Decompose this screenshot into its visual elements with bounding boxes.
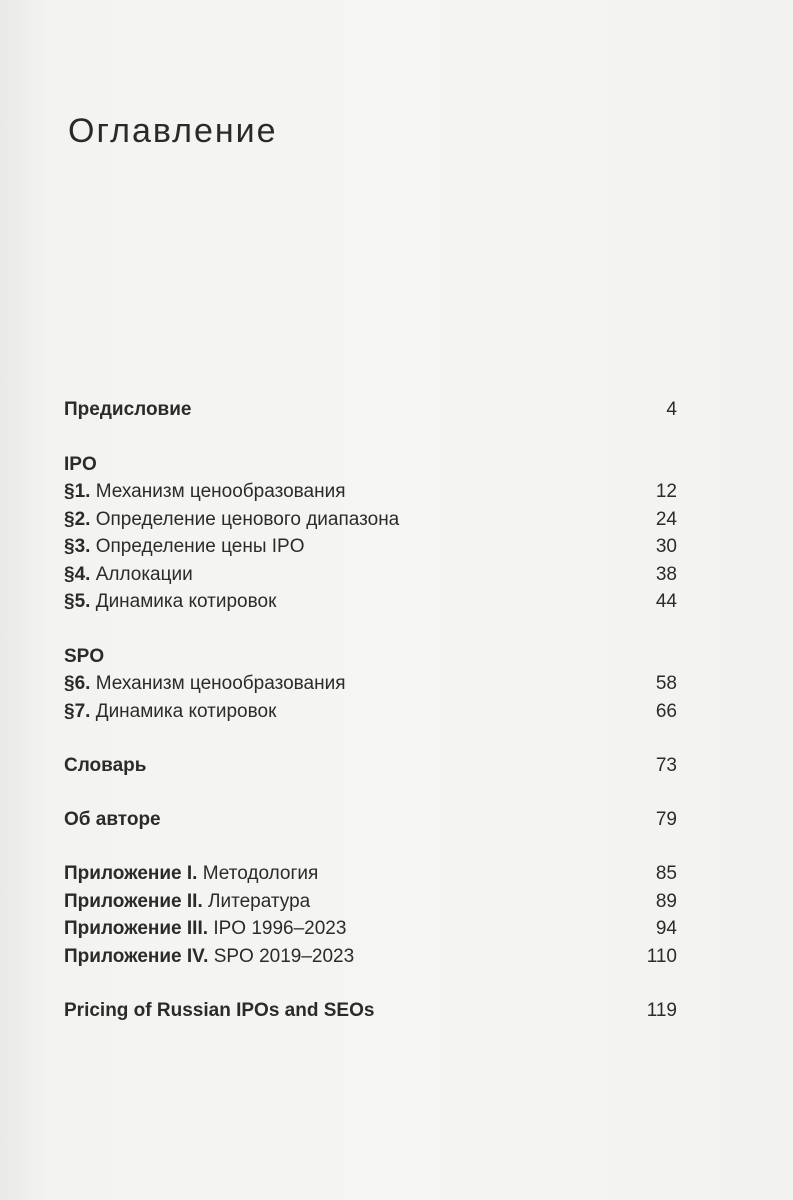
toc-entry-page: 66 <box>655 700 677 722</box>
toc-entry-number: Приложение IV. <box>64 945 209 967</box>
toc-entry <box>64 506 677 534</box>
toc-entry-label: Предисловие <box>64 399 192 420</box>
toc-entry-page: 30 <box>655 536 677 557</box>
toc-entry-number: §4. <box>64 563 91 585</box>
toc-entry-number: Приложение II. <box>64 890 203 912</box>
toc-entry-page: 38 <box>655 563 677 585</box>
toc-entry-label: Динамика котировок <box>95 700 277 722</box>
toc-entry-page: 24 <box>655 508 677 530</box>
toc-entry-label: Pricing of Russian IPOs and SEOs <box>64 1000 375 1021</box>
section-heading-label: SPO <box>64 645 105 667</box>
toc-entry-label: Словарь <box>64 755 147 776</box>
toc-entry-glossary <box>64 752 677 780</box>
section-heading-spo <box>64 643 677 671</box>
toc-entry-label: Динамика котировок <box>95 591 277 612</box>
toc-entry-appendix <box>64 888 677 916</box>
toc-entry-number: §7. <box>64 700 91 722</box>
toc-entry-page: 58 <box>655 673 677 694</box>
toc-entry <box>64 670 677 698</box>
toc-entry-about-author <box>64 806 677 834</box>
toc-entry-number: §5. <box>64 591 91 612</box>
toc-entry-number: §1. <box>64 481 91 502</box>
toc-entry-english-summary <box>64 997 677 1025</box>
toc-entry-page: 110 <box>646 945 677 967</box>
toc-entry <box>64 478 677 506</box>
toc-entry-page: 4 <box>666 399 677 420</box>
toc-entry-number: Приложение I. <box>64 863 198 884</box>
toc-entry-label: Литература <box>208 890 311 912</box>
toc-entry-number: §3. <box>64 536 91 557</box>
toc-entry-label: SPO 2019–2023 <box>213 945 355 967</box>
toc-entry-page: 79 <box>655 808 677 830</box>
table-of-contents <box>64 396 677 1025</box>
toc-entry-page: 89 <box>655 890 677 912</box>
toc-entry-label: Аллокации <box>95 563 193 585</box>
toc-entry-page: 119 <box>646 1000 677 1021</box>
toc-entry <box>64 698 677 726</box>
toc-entry-page: 85 <box>655 863 677 884</box>
toc-entry-label: Методология <box>202 863 319 884</box>
toc-entry-label: IPO 1996–2023 <box>213 918 347 939</box>
toc-entry-label: Определение ценового диапазона <box>95 508 400 530</box>
toc-entry-appendix <box>64 943 677 971</box>
toc-entry <box>64 561 677 589</box>
toc-entry-number: Приложение III. <box>64 918 209 939</box>
toc-entry-label: Определение цены IPO <box>95 536 305 557</box>
toc-entry-page: 44 <box>655 591 677 612</box>
toc-entry-label: Механизм ценообразования <box>95 481 346 502</box>
toc-entry-page: 73 <box>655 755 677 776</box>
toc-entry-appendix <box>64 860 677 888</box>
toc-entry-label: Об авторе <box>64 808 161 830</box>
toc-entry-page: 94 <box>655 918 677 939</box>
toc-entry-number: §2. <box>64 508 91 530</box>
section-heading-ipo <box>64 451 677 479</box>
toc-entry <box>64 533 677 561</box>
toc-entry-number: §6. <box>64 673 91 694</box>
toc-entry-label: Механизм ценообразования <box>95 673 346 694</box>
page-title: Оглавление <box>68 112 278 150</box>
toc-entry-appendix <box>64 915 677 943</box>
toc-entry-preface <box>64 396 677 424</box>
toc-entry <box>64 588 677 616</box>
toc-entry-page: 12 <box>655 481 677 502</box>
section-heading-label: IPO <box>64 453 97 475</box>
